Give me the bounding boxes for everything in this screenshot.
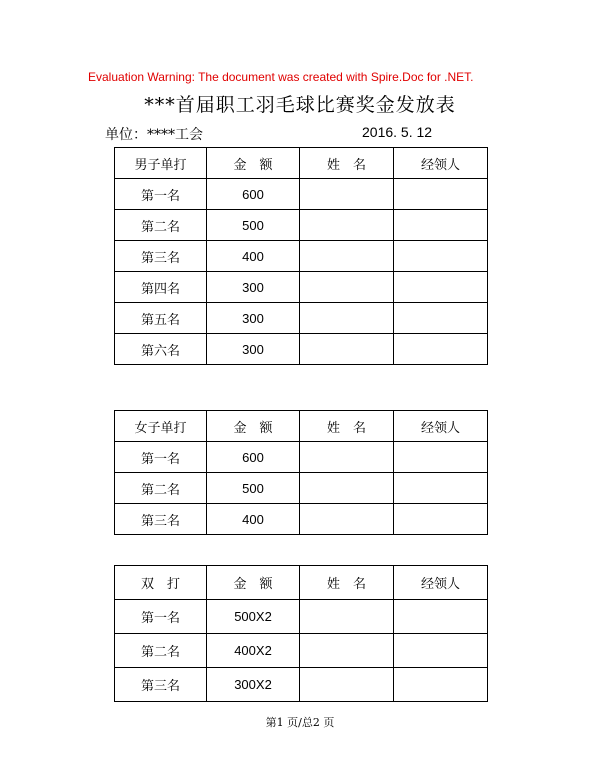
receiver-cell [394,334,488,365]
name-cell [300,303,394,334]
category-header: 男子单打 [115,148,207,179]
rank-cell: 第二名 [115,634,207,668]
receiver-cell [394,442,488,473]
table-row [115,473,488,504]
mens-singles-table [114,147,488,365]
name-cell [300,600,394,634]
name-cell [300,668,394,702]
table-row [115,210,488,241]
amount-cell: 500 [207,473,300,504]
table-row [115,303,488,334]
amount-header: 金 额 [207,566,300,600]
receiver-header: 经领人 [394,566,488,600]
unit-label: 单位：****工会 [105,127,203,143]
womens-singles-table [114,410,488,535]
name-cell [300,634,394,668]
receiver-cell [394,272,488,303]
rank-cell: 第六名 [115,334,207,365]
table-row [115,272,488,303]
rank-cell: 第四名 [115,272,207,303]
amount-cell: 300 [207,272,300,303]
table-row [115,668,488,702]
amount-cell: 400 [207,504,300,535]
receiver-header: 经领人 [394,411,488,442]
name-header: 姓 名 [300,411,394,442]
doubles-table [114,565,488,702]
receiver-cell [394,634,488,668]
name-cell [300,334,394,365]
name-cell [300,473,394,504]
table-row [115,504,488,535]
table-header-row [115,411,488,442]
rank-cell: 第三名 [115,241,207,272]
name-cell [300,504,394,535]
receiver-header: 经领人 [394,148,488,179]
rank-cell: 第二名 [115,210,207,241]
table-row [115,634,488,668]
amount-cell: 300X2 [207,668,300,702]
amount-cell: 600 [207,442,300,473]
rank-cell: 第一名 [115,600,207,634]
date-label: 2016. 5. 12 [362,124,433,140]
amount-cell: 300 [207,303,300,334]
name-cell [300,210,394,241]
rank-cell: 第三名 [115,668,207,702]
name-cell [300,241,394,272]
amount-header: 金 额 [207,411,300,442]
rank-cell: 第二名 [115,473,207,504]
receiver-cell [394,668,488,702]
category-header: 女子单打 [115,411,207,442]
rank-cell: 第三名 [115,504,207,535]
amount-cell: 400X2 [207,634,300,668]
name-cell [300,272,394,303]
evaluation-warning: Evaluation Warning: The document was created with Spire.Doc for .NET. [88,70,474,84]
table-row [115,600,488,634]
amount-cell: 600 [207,179,300,210]
receiver-cell [394,210,488,241]
name-header: 姓 名 [300,148,394,179]
amount-cell: 500X2 [207,600,300,634]
table-row [115,179,488,210]
receiver-cell [394,504,488,535]
receiver-cell [394,600,488,634]
rank-cell: 第一名 [115,442,207,473]
rank-cell: 第五名 [115,303,207,334]
amount-cell: 300 [207,334,300,365]
amount-header: 金 额 [207,148,300,179]
table-row [115,241,488,272]
page-footer: 第1 页/总2 页 [265,716,335,729]
receiver-cell [394,303,488,334]
table-row [115,334,488,365]
document-title: ***首届职工羽毛球比赛奖金发放表 [144,94,456,116]
table-row [115,442,488,473]
name-cell [300,179,394,210]
category-header: 双 打 [115,566,207,600]
table-header-row [115,148,488,179]
amount-cell: 500 [207,210,300,241]
receiver-cell [394,241,488,272]
receiver-cell [394,179,488,210]
amount-cell: 400 [207,241,300,272]
table-header-row [115,566,488,600]
name-cell [300,442,394,473]
name-header: 姓 名 [300,566,394,600]
rank-cell: 第一名 [115,179,207,210]
receiver-cell [394,473,488,504]
